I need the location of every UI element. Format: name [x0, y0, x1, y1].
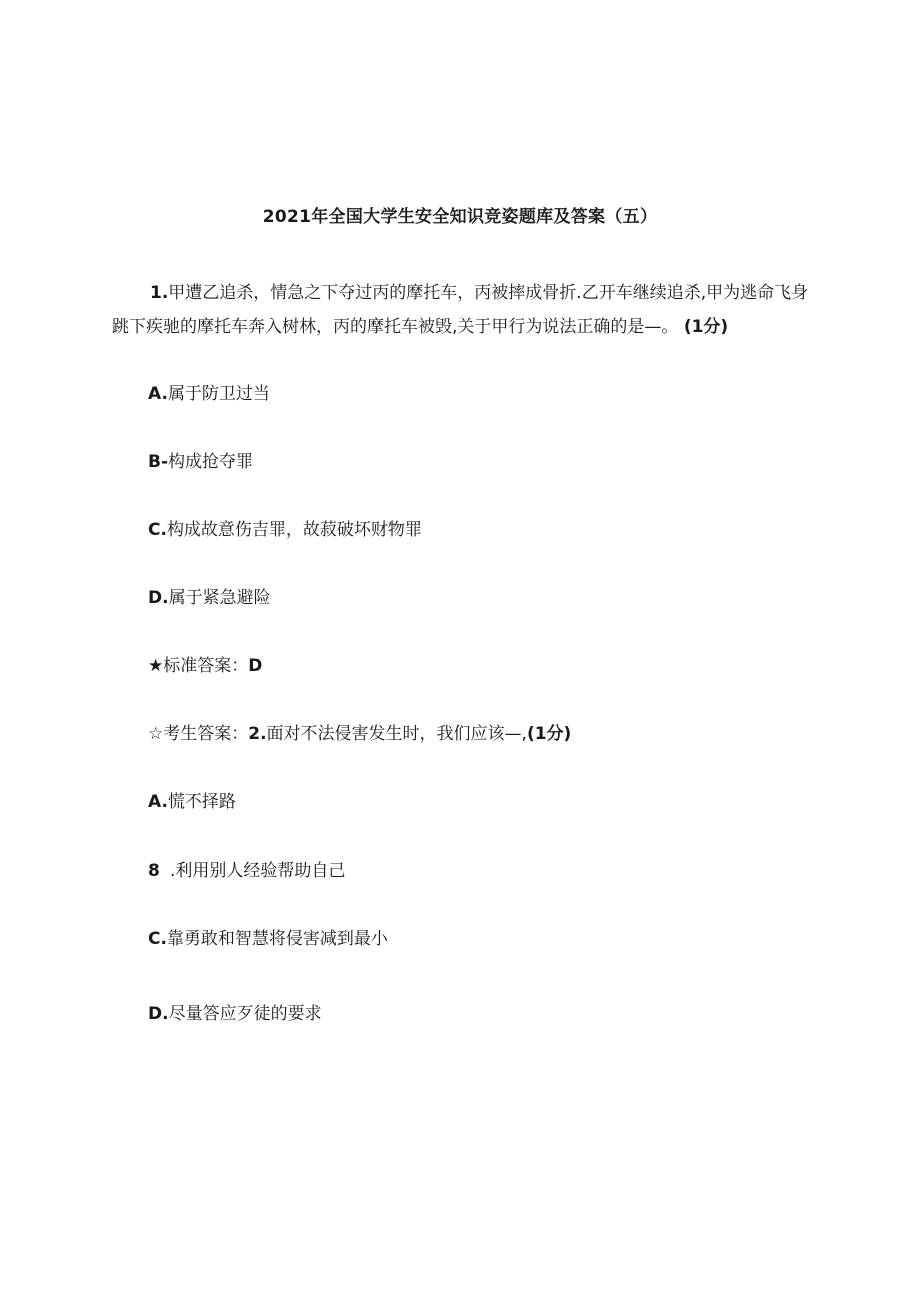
q1-option-a	[148, 379, 270, 404]
student-answer-and-question-2	[148, 719, 571, 744]
q1-option-d-text: 属于紧急避险	[168, 588, 271, 608]
q1-option-b-text: 构成抢夺罪	[168, 452, 254, 472]
q1-option-b-label: B-	[148, 452, 169, 472]
question-2-number: 2.	[248, 724, 267, 744]
q1-option-c	[148, 515, 422, 540]
student-answer-label: ☆考生答案：	[148, 724, 249, 744]
question-2-score: (1分)	[526, 724, 572, 744]
q2-option-a	[148, 787, 236, 812]
q2-option-d-label: D.	[148, 1004, 169, 1024]
question-1	[112, 276, 812, 344]
standard-answer-value: D	[248, 656, 263, 676]
q2-option-b-text: .利用别人经验帮助自己	[170, 861, 346, 881]
standard-answer-label: ★标准答案：	[148, 656, 249, 676]
standard-answer	[148, 651, 262, 676]
q2-option-c	[148, 924, 388, 949]
question-2-text: 面对不法侵害发生时，我们应该—,	[266, 724, 527, 744]
q1-option-d	[148, 583, 271, 608]
q1-option-c-text: 构成故意伤吉罪，故菽破坏财物罪	[166, 520, 422, 540]
question-1-number: 1.	[150, 283, 169, 303]
document-title: 2021年全国大学生安全知识竞姿题库及答案（五）	[262, 207, 658, 227]
q2-option-d-text: 尽量答应歹徒的要求	[168, 1004, 322, 1024]
q2-option-b	[148, 856, 345, 881]
question-1-score: (1分)	[683, 317, 729, 337]
q2-option-d	[148, 999, 322, 1024]
q2-option-a-label: A.	[148, 792, 168, 812]
q2-option-b-label: 8	[148, 861, 160, 881]
q1-option-c-label: C.	[148, 520, 167, 540]
question-1-text: 甲遭乙追杀，情急之下夺过丙的摩托车，丙被摔成骨折.乙开车继续追杀,甲为逃命飞身跳下疾驰的摩托车奔入树林，丙的摩托车被毁,关于甲行为说法正确的是—。	[112, 283, 809, 337]
q1-option-b	[148, 447, 253, 472]
q2-option-a-text: 慌不择路	[167, 792, 236, 812]
q1-option-d-label: D.	[148, 588, 169, 608]
q2-option-c-label: C.	[148, 929, 167, 949]
q1-option-a-text: 属于防卫过当	[167, 384, 270, 404]
q1-option-a-label: A.	[148, 384, 168, 404]
q2-option-c-text: 靠勇敢和智慧将侵害减到最小	[166, 929, 388, 949]
